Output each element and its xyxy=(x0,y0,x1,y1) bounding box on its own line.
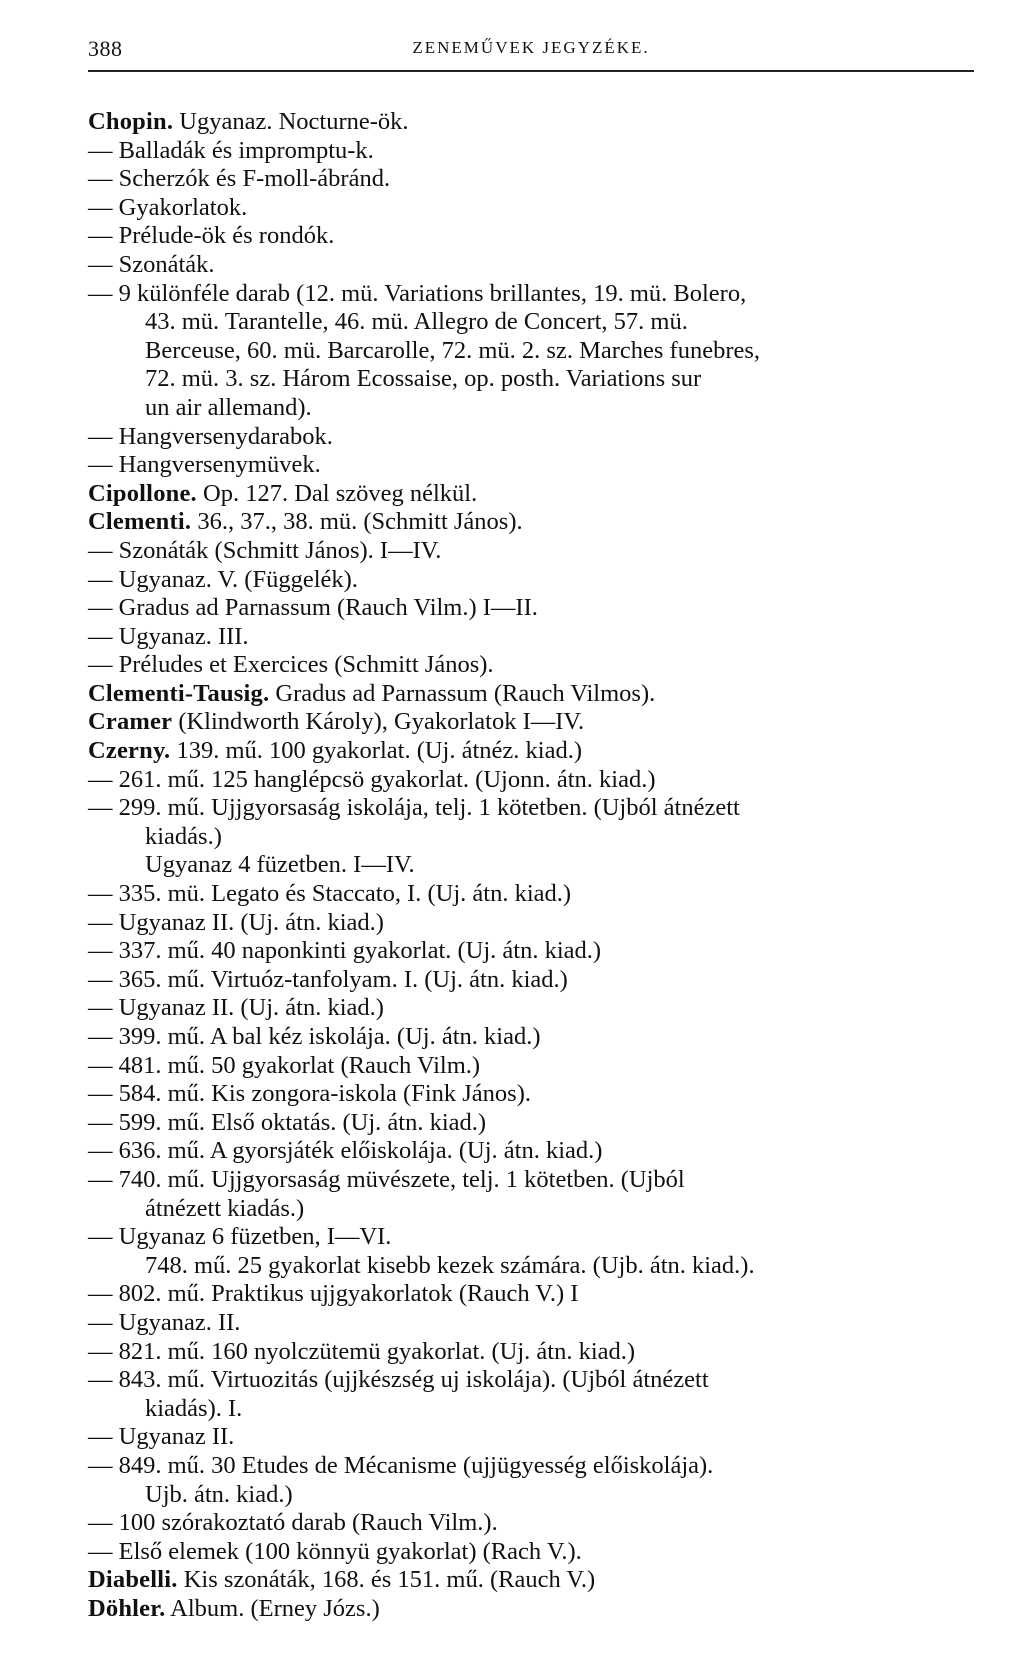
entry-text: — 335. mü. Legato és Staccato, I. (Uj. átn. kiad.) xyxy=(88,880,572,908)
entry-text: — 261. mű. 125 hanglépcsö gyakorlat. (Ujonn. átn. kiad.) xyxy=(88,765,656,793)
sub-entry xyxy=(88,222,974,251)
entry-text: átnézett kiadás.) xyxy=(145,1194,305,1222)
entry-text: — 337. mű. 40 naponkinti gyakorlat. (Uj. átn. kiad.) xyxy=(88,937,602,965)
sub-entry xyxy=(88,1280,974,1309)
entry-text: — Szonáták. xyxy=(88,250,215,278)
sub-entry xyxy=(88,1423,974,1452)
sub-entry xyxy=(88,1366,974,1395)
entry-text: — Ugyanaz. II. xyxy=(88,1308,241,1336)
author-entry xyxy=(88,1566,974,1595)
author-entry xyxy=(88,708,974,737)
entry-text: 43. mü. Tarantelle, 46. mü. Allegro de Concert, 57. mü. xyxy=(145,308,688,336)
continuation-line xyxy=(88,1395,974,1424)
entry-text: 748. mű. 25 gyakorlat kisebb kezek számára. (Ujb. átn. kiad.). xyxy=(145,1251,755,1279)
entry-text: 139. mű. 100 gyakorlat. (Uj. átnéz. kiad.) xyxy=(170,737,583,765)
composer-name: Clementi. xyxy=(88,508,192,536)
author-entry xyxy=(88,108,974,137)
sub-entry xyxy=(88,451,974,480)
sub-entry xyxy=(88,966,974,995)
continuation-line xyxy=(88,394,974,423)
entry-text: — 584. mű. Kis zongora-iskola (Fink János). xyxy=(88,1080,531,1108)
sub-entry xyxy=(88,537,974,566)
entry-text: — Első elemek (100 könnyü gyakorlat) (Rach V.). xyxy=(88,1537,582,1565)
sub-entry xyxy=(88,1080,974,1109)
sub-entry xyxy=(88,1452,974,1481)
sub-entry xyxy=(88,1223,974,1252)
page-header xyxy=(88,36,974,68)
entry-text: — Ugyanaz 6 füzetben, I—VI. xyxy=(88,1223,392,1251)
entry-text: — 100 szórakoztató darab (Rauch Vilm.). xyxy=(88,1509,498,1537)
entry-text: Gradus ad Parnassum (Rauch Vilmos). xyxy=(269,679,656,707)
entry-text: kiadás). I. xyxy=(145,1394,243,1422)
continuation-line xyxy=(88,823,974,852)
author-entry xyxy=(88,480,974,509)
continuation-line xyxy=(88,1195,974,1224)
composer-name: Diabelli. xyxy=(88,1566,178,1594)
sub-entry xyxy=(88,794,974,823)
entry-text: Ugyanaz 4 füzetben. I—IV. xyxy=(145,851,415,879)
composer-name: Clementi-Tausig. xyxy=(88,679,270,707)
sub-entry xyxy=(88,1137,974,1166)
entry-text: un air allemand). xyxy=(145,393,312,421)
sub-entry xyxy=(88,1309,974,1338)
entry-text: Ujb. átn. kiad.) xyxy=(145,1480,293,1508)
sub-entry xyxy=(88,280,974,309)
entry-text: — 802. mű. Praktikus ujjgyakorlatok (Rauch V.) I xyxy=(88,1280,579,1308)
sub-entry xyxy=(88,594,974,623)
entry-text: — Prélude-ök és rondók. xyxy=(88,222,335,250)
sub-entry xyxy=(88,251,974,280)
sub-entry xyxy=(88,566,974,595)
sub-entry xyxy=(88,651,974,680)
sub-entry xyxy=(88,1109,974,1138)
composer-name: Czerny. xyxy=(88,737,171,765)
sub-entry xyxy=(88,937,974,966)
composer-name: Döhler. xyxy=(88,1594,166,1622)
entry-text: — 821. mű. 160 nyolczütemü gyakorlat. (Uj. átn. kiad.) xyxy=(88,1337,636,1365)
entry-text: — Ugyanaz II. (Uj. átn. kiad.) xyxy=(88,908,384,936)
sub-entry xyxy=(88,994,974,1023)
entry-text: — 481. mű. 50 gyakorlat (Rauch Vilm.) xyxy=(88,1051,481,1079)
sub-entry xyxy=(88,909,974,938)
continuation-line xyxy=(88,308,974,337)
sub-entry xyxy=(88,623,974,652)
entry-text: — Scherzók és F-moll-ábránd. xyxy=(88,165,391,193)
entry-text: — Ugyanaz II. (Uj. átn. kiad.) xyxy=(88,994,384,1022)
entry-text: — Szonáták (Schmitt János). I—IV. xyxy=(88,536,442,564)
author-entry xyxy=(88,1595,974,1624)
entry-text: (Klindworth Károly), Gyakorlatok I—IV. xyxy=(172,708,585,736)
entry-text: Ugyanaz. Nocturne-ök. xyxy=(173,108,409,135)
sub-entry xyxy=(88,1509,974,1538)
sub-entry xyxy=(88,1338,974,1367)
entry-text: — 740. mű. Ujjgyorsaság müvészete, telj. 1 kötetben. (Ujból xyxy=(88,1165,685,1193)
entry-text: — 299. mű. Ujjgyorsaság iskolája, telj. 1 kötetben. (Ujból átnézett xyxy=(88,794,740,822)
catalog-entries xyxy=(88,108,974,1623)
continuation-line xyxy=(88,1481,974,1510)
entry-text: — 599. mű. Első oktatás. (Uj. átn. kiad.) xyxy=(88,1108,487,1136)
entry-text: — Ugyanaz II. xyxy=(88,1423,235,1451)
entry-text: — Préludes et Exercices (Schmitt János). xyxy=(88,651,494,679)
entry-text: — Hangversenymüvek. xyxy=(88,451,321,479)
sub-entry xyxy=(88,1023,974,1052)
continuation-line xyxy=(88,851,974,880)
entry-text: — 849. mű. 30 Etudes de Mécanisme (ujjügyesség előiskolája). xyxy=(88,1451,714,1479)
composer-name: Cipollone. xyxy=(88,479,197,507)
sub-entry xyxy=(88,1052,974,1081)
continuation-line xyxy=(88,337,974,366)
continuation-line xyxy=(88,365,974,394)
author-entry xyxy=(88,680,974,709)
entry-text: Album. (Erney Józs.) xyxy=(165,1594,380,1622)
sub-entry xyxy=(88,194,974,223)
entry-text: 72. mü. 3. sz. Három Ecossaise, op. posth. Variations sur xyxy=(145,365,702,393)
sub-entry xyxy=(88,1166,974,1195)
entry-text: — Gradus ad Parnassum (Rauch Vilm.) I—II. xyxy=(88,594,538,622)
entry-text: 36., 37., 38. mü. (Schmitt János). xyxy=(191,508,523,536)
entry-text: Kis szonáták, 168. és 151. mű. (Rauch V.) xyxy=(177,1566,596,1594)
header-rule xyxy=(88,70,974,72)
entry-text: — Hangversenydarabok. xyxy=(88,422,333,450)
sub-entry xyxy=(88,766,974,795)
sub-entry xyxy=(88,423,974,452)
sub-entry xyxy=(88,1538,974,1567)
continuation-line xyxy=(88,1252,974,1281)
author-entry xyxy=(88,737,974,766)
entry-text: — 9 különféle darab (12. mü. Variations brillantes, 19. mü. Bolero, xyxy=(88,279,747,307)
sub-entry xyxy=(88,165,974,194)
entry-text: — 365. mű. Virtuóz-tanfolyam. I. (Uj. átn. kiad.) xyxy=(88,965,568,993)
entry-text: kiadás.) xyxy=(145,822,222,850)
page-number: 388 xyxy=(88,36,123,61)
entry-text: — 399. mű. A bal kéz iskolája. (Uj. átn. kiad.) xyxy=(88,1023,541,1050)
entry-text: — Ugyanaz. III. xyxy=(88,622,249,650)
entry-text: — Ugyanaz. V. (Függelék). xyxy=(88,565,358,593)
composer-name: Cramer xyxy=(88,708,173,736)
author-entry xyxy=(88,508,974,537)
entry-text: Berceuse, 60. mü. Barcarolle, 72. mü. 2. sz. Marches funebres, xyxy=(145,336,761,364)
running-title: ZENEMŰVEK JEGYZÉKE. xyxy=(412,38,650,57)
entry-text: — Gyakorlatok. xyxy=(88,193,248,221)
composer-name: Chopin. xyxy=(88,108,174,135)
sub-entry xyxy=(88,880,974,909)
entry-text: — 636. mű. A gyorsjáték előiskolája. (Uj. átn. kiad.) xyxy=(88,1137,603,1165)
entry-text: Op. 127. Dal szöveg nélkül. xyxy=(196,479,478,507)
entry-text: — Balladák és impromptu-k. xyxy=(88,136,374,164)
sub-entry xyxy=(88,137,974,166)
entry-text: — 843. mű. Virtuozitás (ujjkészség uj iskolája). (Ujból átnézett xyxy=(88,1366,709,1394)
